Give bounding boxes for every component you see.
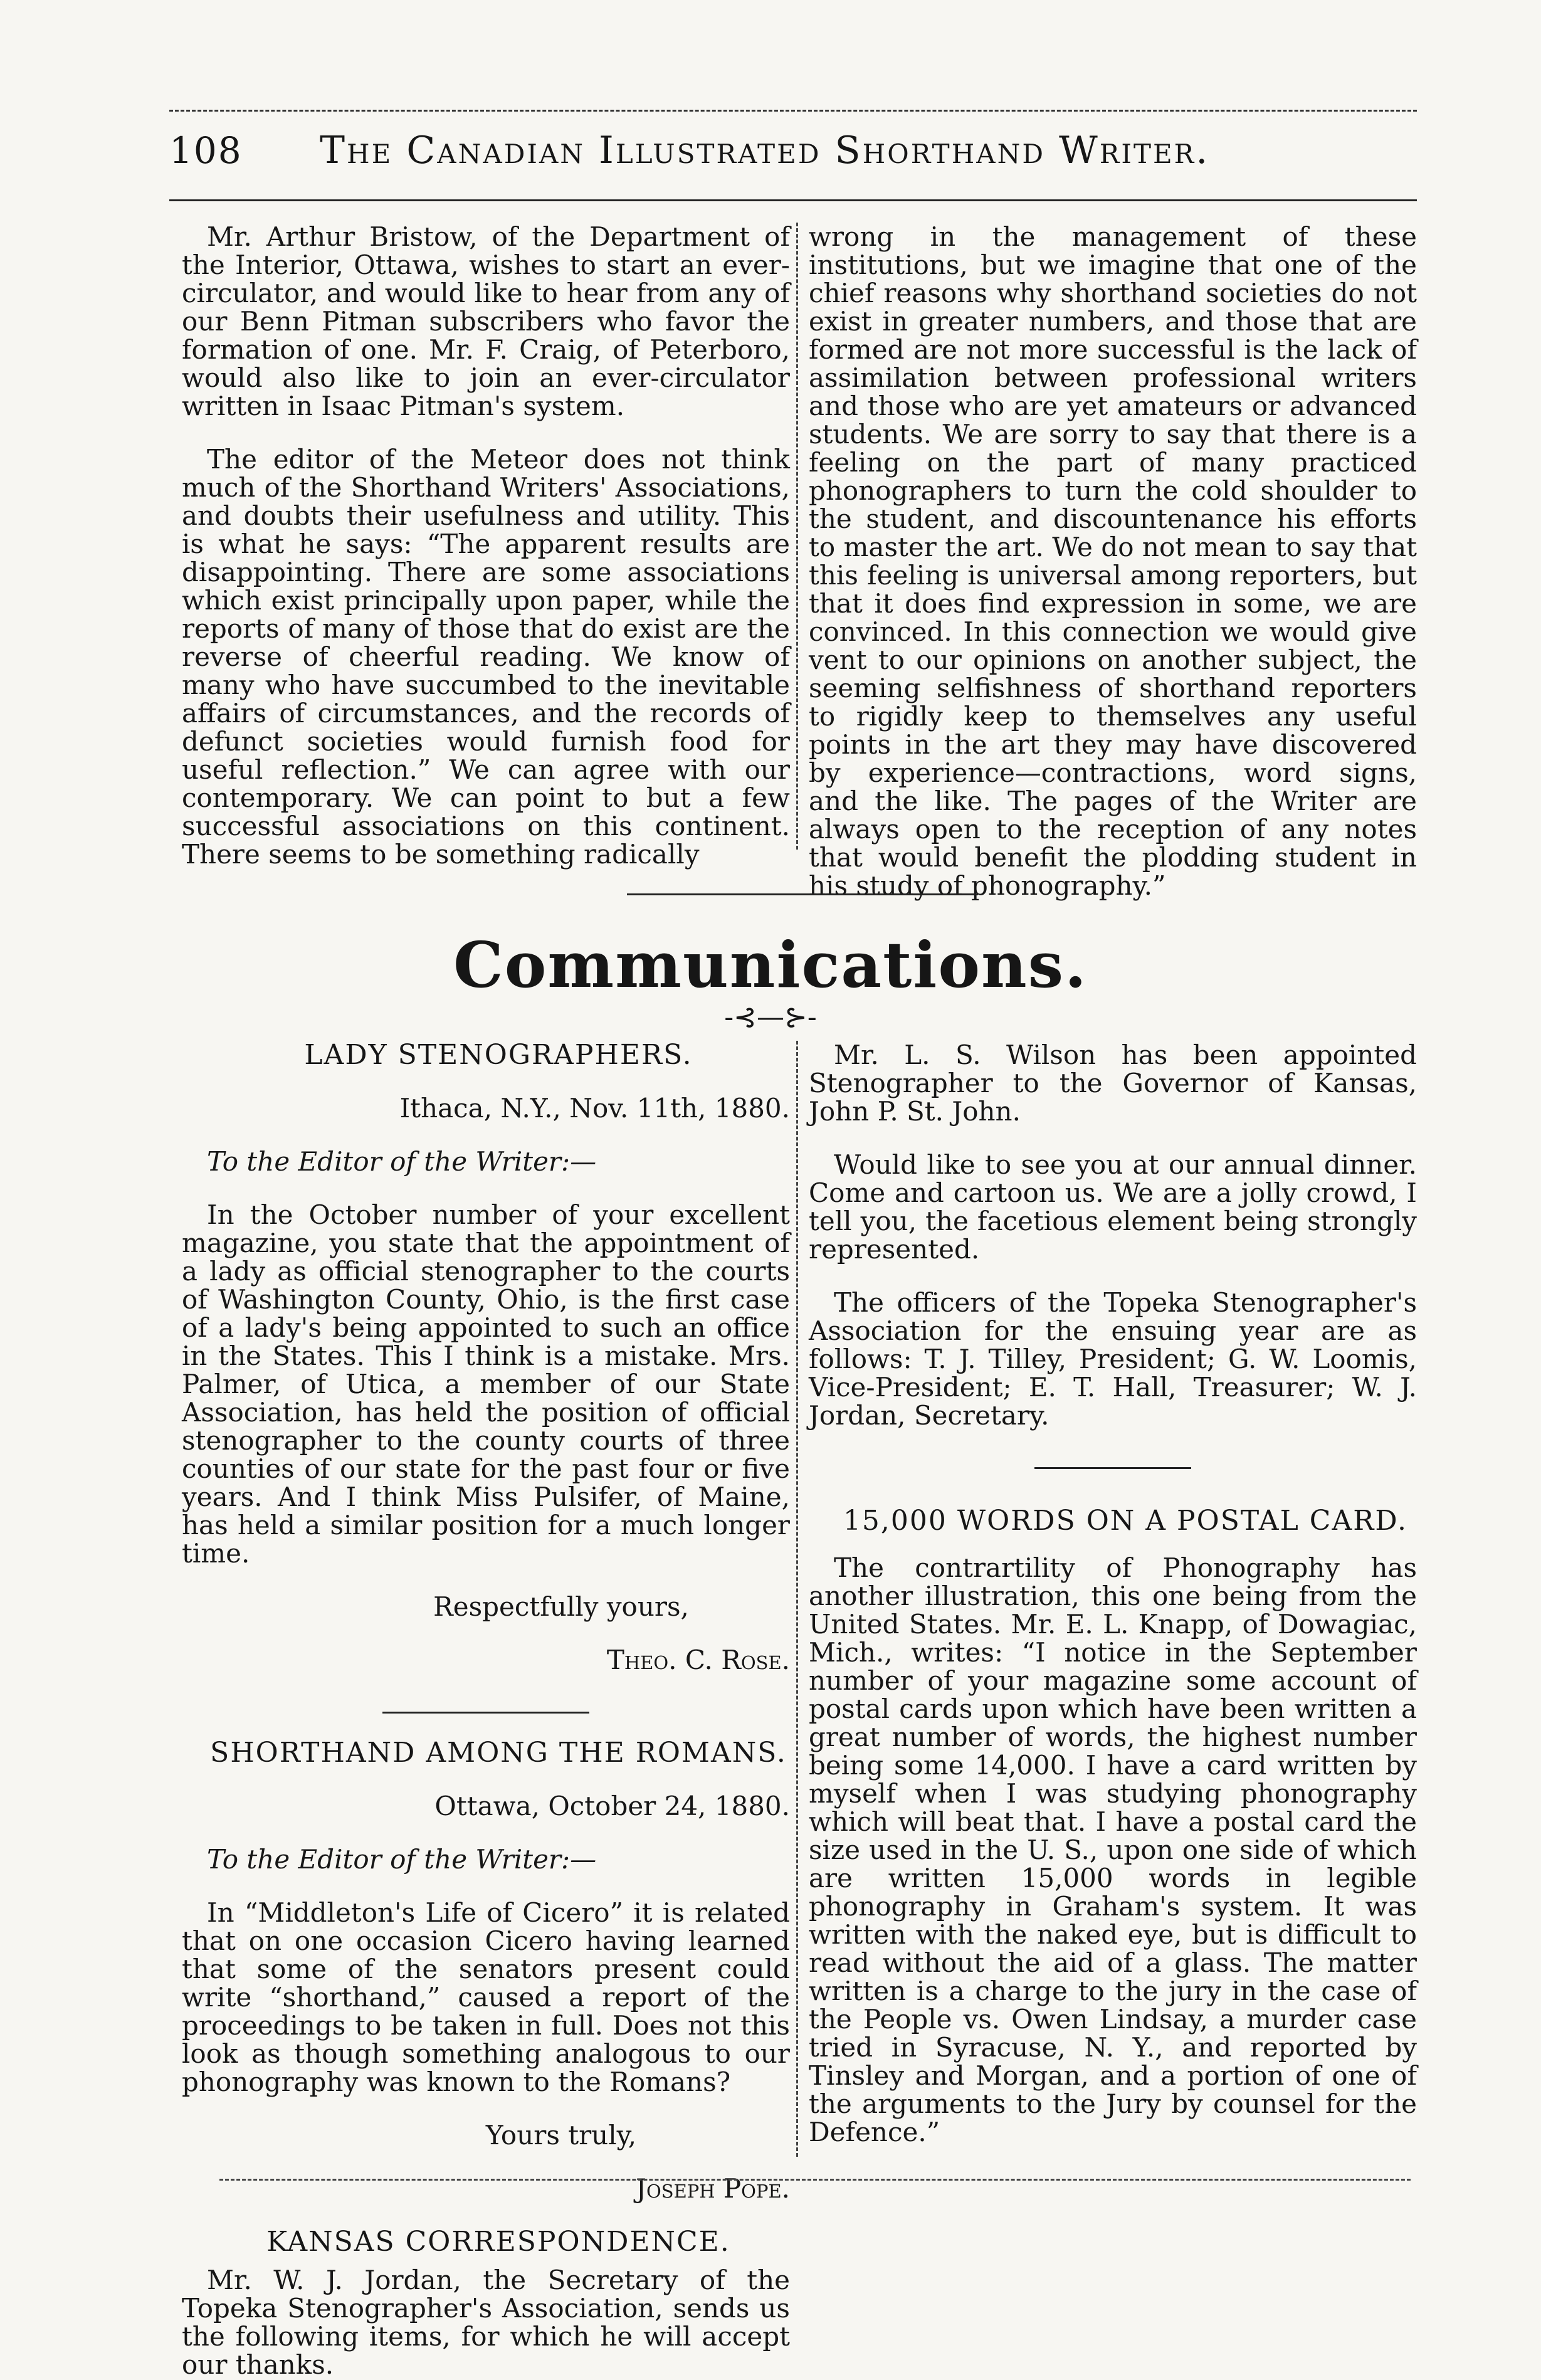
dateline-ottawa: Ottawa, October 24, 1880. <box>434 1791 790 1821</box>
letter-body-romans: In “Middleton's Life of Cicero” it is related that on one occasion Cicero having learned that some of the senators present could write “shorthand,” caused a report of the proceedings to be taken in full. Does not this look as though something analogous to our phonography was known to the Romans? <box>182 1897 790 2097</box>
top-right-column <box>809 223 1417 900</box>
bottom-column-divider <box>796 1041 798 2157</box>
paragraph-ever-circulator: Mr. Arthur Bristow, of the Department of the Interior, Ottawa, wishes to start an ever-circulator, and would like to hear from any of our Benn Pitman subscribers who favor the formation of one. Mr. F. Craig, of Peterboro, would also like to join an ever-circulator written in Isaac Pitman's system. <box>182 221 790 421</box>
article-rule <box>382 1712 589 1714</box>
kansas-intro: Mr. W. J. Jordan, the Secretary of the Topeka Stenographer's Association, sends us the following items, for which he will accept our thanks. <box>182 2265 790 2380</box>
section-rule <box>627 893 978 895</box>
salutation: To the Editor of the Writer:— <box>207 1844 597 1875</box>
paragraph-editorial-continued: wrong in the management of these institutions, but we imagine that one of the chief reasons why shorthand societies do not exist in greater numbers, and those that are formed are not more successful is the lack of assimilation between professional writers and those who are yet amateurs or advanced students. We are sorry to say that there is a feeling on the part of many practiced phonographers to turn the cold shoulder to the student, and discountenance his efforts to master the art. We do not mean to say that this feeling is universal among reporters, but that it does find expression in some, we are convinced. In this connection we would give vent to our opinions on another subject, the seeming selfishness of shorthand reporters to rigidly keep to themselves any useful points in the art they may have discovered by experience—contractions, word signs, and the like. The pages of the Writer are always open to the reception of any notes that would benefit the plodding student in his study of phonography.” <box>809 221 1417 901</box>
top-left-column <box>182 223 790 868</box>
article-title-kansas: KANSAS CORRESPONDENCE. <box>266 2226 730 2258</box>
section-heading-communications: Communications. <box>453 928 1088 1002</box>
bottom-left-column <box>182 1041 790 2379</box>
kansas-item-wilson: Mr. L. S. Wilson has been appointed Stenographer to the Governor of Kansas, John P. St. John. <box>809 1040 1417 1127</box>
article-title-postal-card: 15,000 WORDS ON A POSTAL CARD. <box>843 1505 1408 1537</box>
signature-pope: Joseph Pope. <box>636 2173 790 2204</box>
paragraph-meteor: The editor of the Meteor does not think much of the Shorthand Writers' Associations, and doubts their usefulness and utility. This is what he says: “The apparent results are disappointing. There are some associations which exist principally upon paper, while the reports of many of those that do exist are the reverse of cheerful reading. We know of many who have succumbed to the inevitable affairs of circumstances, and the records of defunct societies would furnish food for useful reflection.” We can agree with our contemporary. We can point to but a few successful associations on this continent. There seems to be something radically <box>182 444 790 870</box>
footer-dashed-rule <box>219 2179 1411 2181</box>
ornament: -⊰—⊱- <box>724 1001 817 1033</box>
closing-respectfully: Respectfully yours, <box>433 1591 689 1622</box>
signature-rose: Theo. C. Rose. <box>606 1645 790 1675</box>
bottom-right-column <box>809 1041 1417 2146</box>
article-title-romans: SHORTHAND AMONG THE ROMANS. <box>210 1737 787 1769</box>
closing-yours-truly: Yours truly, <box>485 2120 637 2151</box>
postal-card-body: The contrartility of Phonography has another illustration, this one being from the United States. Mr. E. L. Knapp, of Dowagiac, Mich., writes: “I notice in the September number of your magazine some account of postal cards upon which have been written a great number of words, the highest number being some 14,000. I have a card written by myself when I was studying phonography which will beat that. I have a postal card the size used in the U. S., upon one side of which are written 15,000 words in legible phonography in Graham's system. It was written with the naked eye, but is difficult to read without the aid of a glass. The matter written is a charge to the jury in the case of the People vs. Owen Lindsay, a murder case tried in Syracuse, N. Y., and reported by Tinsley and Morgan, and a portion of one of the arguments to the Jury by counsel for the Defence.” <box>809 1552 1417 2147</box>
running-title: The Canadian Illustrated Shorthand Writer. <box>320 129 1210 172</box>
kansas-item-officers: The officers of the Topeka Stenographer's Association for the ensuing year are as follows: T. J. Tilley, President; G. W. Loomis, Vice-President; E. T. Hall, Treasurer; W. J. Jordan, Secretary. <box>809 1287 1417 1431</box>
article-title-lady-stenographers: LADY STENOGRAPHERS. <box>304 1039 693 1071</box>
dateline-ithaca: Ithaca, N.Y., Nov. 11th, 1880. <box>399 1093 790 1124</box>
page-header <box>169 129 1417 172</box>
article-rule <box>1034 1467 1191 1469</box>
top-column-divider <box>796 223 798 850</box>
top-dashed-rule <box>169 110 1417 112</box>
salutation: To the Editor of the Writer:— <box>207 1146 597 1177</box>
letter-body-lady: In the October number of your excellent magazine, you state that the appointment of a lady as official stenographer to the courts of Washington County, Ohio, is the first case of a lady's being appointed to such an office in the States. This I think is a mistake. Mrs. Palmer, of Utica, a member of our State Association, has held the position of official stenographer to the county courts of three counties of our state for the past four or five years. And I think Miss Pulsifer, of Maine, has held a similar position for a much longer time. <box>182 1199 790 1569</box>
page-number: 108 <box>169 129 243 172</box>
header-rule <box>169 199 1417 201</box>
kansas-item-dinner: Would like to see you at our annual dinner. Come and cartoon us. We are a jolly crowd, I tell you, the facetious element being strongly represented. <box>809 1149 1417 1265</box>
